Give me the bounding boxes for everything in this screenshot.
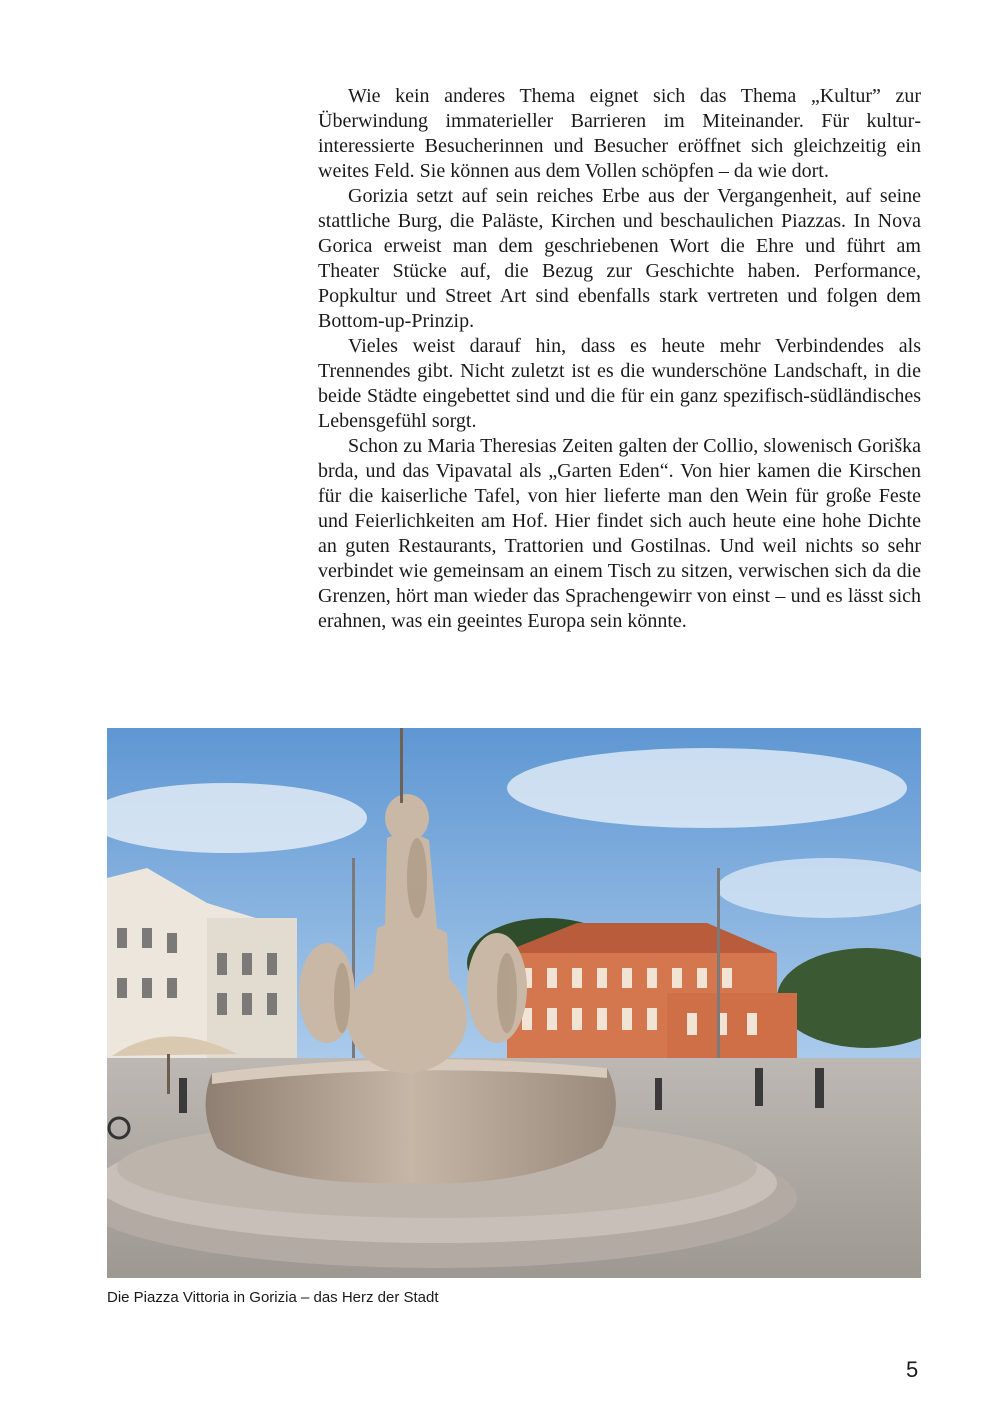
- paragraph-1: Wie kein anderes Thema eignet sich das Thema „Kultur” zur Überwindung immaterieller Barrieren im Miteinander. Für kulturinteressierte Besucherinnen und Besucher eröffnet sich gleichzeitig ein weites Feld. Sie können aus dem Vollen schöpfen – da wie dort.: [318, 85, 921, 182]
- piazza-vittoria-photo: [107, 728, 921, 1278]
- paragraph-3: Vieles weist darauf hin, dass es heute mehr Verbindendes als Trennendes gibt. Nicht zuletzt ist es die wunderschöne Landschaft, in die beide Städte eingebettet sind und die für ein ganz spezifisch-südländisches Lebensgefühl sorgt.: [318, 335, 921, 432]
- photo-caption: Die Piazza Vittoria in Gorizia – das Herz der Stadt: [107, 1289, 439, 1306]
- page-number: 5: [906, 1357, 919, 1382]
- body-text: [318, 84, 921, 634]
- paragraph-4: Schon zu Maria Theresias Zeiten galten der Collio, slowenisch Goriška brda, und das Vipavatal als „Garten Eden“. Von hier kamen die Kirschen für die kaiserliche Tafel, von hier lieferte man den Wein für große Feste und Feierlichkeiten am Hof. Hier findet sich auch heute eine hohe Dichte an guten Restaurants, Trattorien und Gostilnas. Und weil nichts so sehr verbindet wie gemeinsam an einem Tisch zu sitzen, verwischen sich da die Grenzen, hört man wieder das Sprachengewirr von einst – und es lässt sich erahnen, was ein geeintes Europa sein könnte.: [318, 435, 921, 632]
- paragraph-2: Gorizia setzt auf sein reiches Erbe aus der Vergangenheit, auf seine stattliche Burg, die Paläste, Kirchen und beschaulichen Piazzas. In Nova Gorica erweist man dem geschriebenen Wort die Ehre und führt am Theater Stücke auf, die Bezug zur Geschichte haben. Performance, Popkultur und Street Art sind ebenfalls stark vertreten und folgen dem Bottom-up-Prinzip.: [318, 185, 921, 332]
